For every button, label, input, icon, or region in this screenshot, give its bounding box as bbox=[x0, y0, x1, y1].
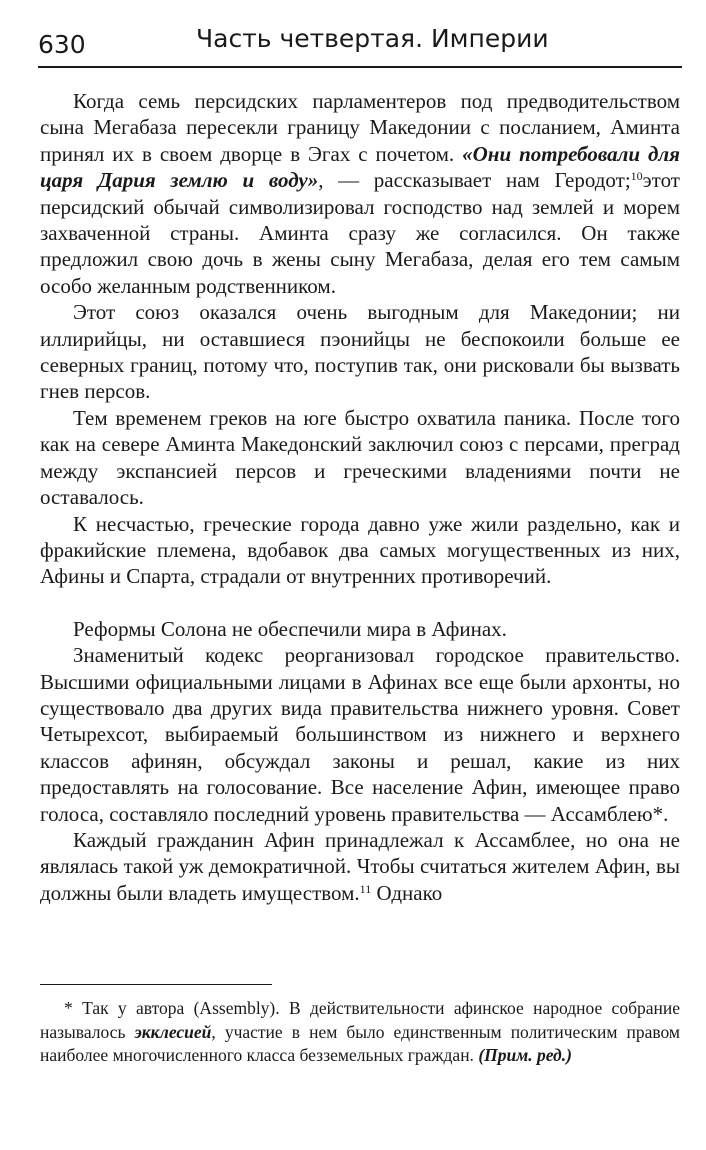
paragraph-4: К несчастью, греческие города давно уже жили раздельно, как и фракийские племена, вдобавок два самых могущественных из них, Афины и Спарта, страдали от внутренних противоречий. bbox=[40, 511, 680, 589]
paragraph-7-text-b: Однако bbox=[371, 880, 443, 905]
page-number: 630 bbox=[38, 30, 86, 59]
paragraph-7 bbox=[40, 827, 680, 906]
footnote-emphasis-ekklesia: экклесией bbox=[134, 1021, 212, 1042]
footnote-text-b: , участие в нем было единственным политическим правом наиболее многочисленного класса безземельных граждан. bbox=[40, 1021, 680, 1065]
editor-note: (Прим. ред.) bbox=[478, 1045, 572, 1065]
footnote-text-a: * Так у автора (Assembly). В действительности афинское народное собрание называлось bbox=[40, 998, 680, 1042]
footnote bbox=[40, 997, 680, 1068]
page-header bbox=[38, 22, 683, 62]
running-title: Часть четвертая. Империи bbox=[196, 24, 549, 53]
paragraph-6: Знаменитый кодекс реорганизовал городское правительство. Высшими официальными лицами в Афинах все еще были архонты, но существовало два других вида правительства нижнего уровня. Совет Четырехсот, выбираемый большинством из нижнего и верхнего классов афинян, обсуждал законы и решал, какие из них предоставлять на голосование. Все население Афин, имеющее право голоса, составляло последний уровень правительства — Ассамблею*. bbox=[40, 643, 680, 826]
endnote-ref-11: 11 bbox=[359, 881, 372, 896]
body-text bbox=[40, 88, 680, 906]
paragraph-2: Этот союз оказался очень выгодным для Македонии; ни иллирийцы, ни оставшиеся пэонийцы не беспокоили больше ее северных границ, потому что, поступив так, они рисковали бы вызвать гнев персов. bbox=[40, 300, 680, 404]
paragraph-1 bbox=[40, 88, 680, 299]
paragraph-1-text-a: Когда семь персидских парламентеров под предводительством сына Мегабаза пересекли границу Македонии с посланием, Аминта принял их в своем дворце в Эгах с почетом. bbox=[40, 89, 680, 166]
paragraph-5: Реформы Солона не обеспечили мира в Афинах. bbox=[73, 616, 507, 641]
paragraph-3: Тем временем греков на юге быстро охватила паника. После того как на севере Аминта Македонский заключил союз с персами, преград между экспансией персов и греческими владениями почти не оставалось. bbox=[40, 405, 680, 510]
footnote-rule bbox=[40, 984, 272, 985]
paragraph-7-text-a: Каждый гражданин Афин принадлежал к Ассамблее, но она не являлась такой уж демократичной. Чтобы считаться жителем Афин, вы должны были владеть имуществом. bbox=[40, 827, 680, 905]
paragraph-1-text-c: этот персидский обычай символизировал господство над землей и морем захваченной страны. Аминта сразу же согласился. Он также предложил свою дочь в жены сыну Мегабаза, делая его тем самым особо желанным родственником. bbox=[40, 168, 680, 298]
paragraph-1-text-b: , — рассказывает нам Геродот; bbox=[318, 168, 631, 193]
herodotus-quote: «Они потребовали для царя Дария землю и воду» bbox=[40, 141, 680, 193]
endnote-ref-10: 10 bbox=[630, 169, 643, 184]
footnote-text bbox=[40, 997, 680, 1068]
header-rule bbox=[38, 66, 682, 68]
